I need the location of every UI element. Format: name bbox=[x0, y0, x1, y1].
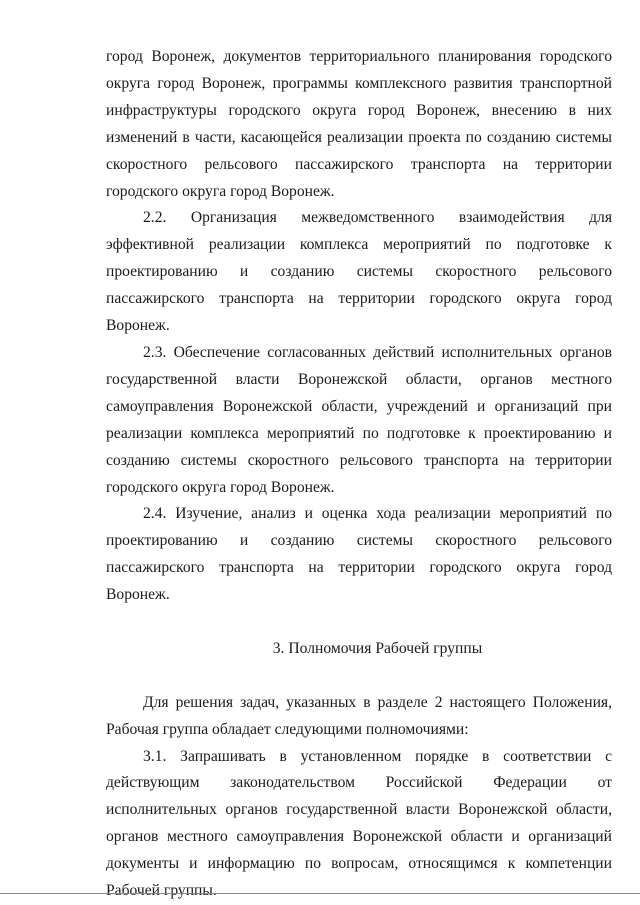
paragraph-clause-2-3: 2.3. Обеспечение согласованных действий исполнительных органов государственной власти Воронежской области, органов местного самоуправления Воронежской области, учреждений и организаций при реализации комплекса мероприятий по подготовке к проектированию и созданию системы скоростного рельсового транспорта на территории городского округа город Воронеж. bbox=[106, 343, 612, 496]
section-spacer bbox=[106, 609, 612, 636]
paragraph-clause-3-1: 3.1. Запрашивать в установленном порядке в соответствии с действующим законодательством Российской Федерации от исполнительных органов государственной власти Воронежской области, органов местного самоуправления Воронежской области и организаций документы и информацию по вопросам, относящимся к компетенции Рабочей группы. bbox=[106, 747, 612, 900]
section-3-heading: 3. Полномочия Рабочей группы bbox=[272, 639, 483, 657]
paragraph-continuation: город Воронеж, документов территориального планирования городского округа город Воронеж, программы комплексного развития транспортной инфраструктуры городского округа город Воронеж, внесению в них изменений в части, касающейся реализации проекта по созданию системы скоростного рельсового пассажирского транспорта на территории городского округа город Воронеж. bbox=[106, 48, 612, 200]
document-body bbox=[106, 44, 612, 905]
page-bottom-rule bbox=[0, 893, 640, 894]
paragraph-clause-2-2: 2.2. Организация межведомственного взаимодействия для эффективной реализации комплекса мероприятий по подготовке к проектированию и созданию системы скоростного рельсового пассажирского транспорта на территории городского округа город Воронеж. bbox=[106, 209, 612, 335]
section-spacer bbox=[106, 663, 612, 690]
paragraph-clause-2-4: 2.4. Изучение, анализ и оценка хода реализации мероприятий по проектированию и созданию системы скоростного рельсового пассажирского транспорта на территории городского округа город Воронеж. bbox=[106, 505, 612, 604]
paragraph-section-3-intro: Для решения задач, указанных в разделе 2 настоящего Положения, Рабочая группа обладает следующими полномочиями: bbox=[106, 693, 612, 738]
